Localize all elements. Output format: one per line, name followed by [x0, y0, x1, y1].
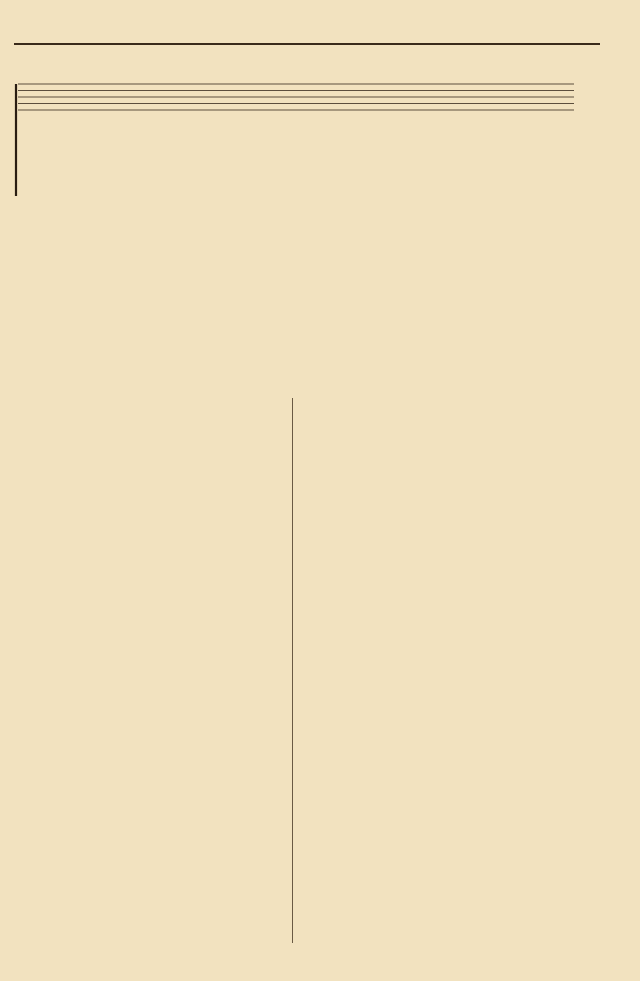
music-system-2	[14, 226, 586, 376]
stanza	[18, 487, 290, 505]
hymn-1119-stanzas	[18, 540, 290, 589]
verse-line	[304, 400, 604, 418]
hymn-1120-stanzas	[304, 490, 604, 571]
hymn-1118-heading	[18, 397, 290, 416]
verse-line	[304, 522, 604, 540]
header-rule	[14, 43, 600, 45]
stanza	[18, 456, 290, 474]
running-header	[0, 14, 640, 42]
verse-line	[18, 456, 290, 474]
hymn-1119-continued-stanzas	[304, 400, 604, 449]
stanza	[304, 553, 604, 571]
verse-line	[304, 553, 604, 571]
stanza	[18, 424, 290, 442]
hymn-1118-stanzas	[18, 424, 290, 505]
verse-line	[18, 424, 290, 442]
stanza	[18, 571, 290, 589]
stanza	[304, 490, 604, 508]
verse-line	[18, 540, 290, 558]
right-column	[304, 400, 604, 585]
hymn-1119-heading	[18, 513, 290, 532]
stanza	[304, 400, 604, 418]
stanza	[304, 432, 604, 450]
verse-line	[304, 490, 604, 508]
music-system-1	[14, 70, 586, 210]
column-divider	[292, 398, 293, 943]
stanza	[304, 522, 604, 540]
left-column	[18, 397, 290, 603]
verse-line	[18, 571, 290, 589]
hymn-1120-heading	[304, 463, 604, 482]
stanza	[18, 540, 290, 558]
verse-line	[18, 487, 290, 505]
verse-line	[304, 432, 604, 450]
